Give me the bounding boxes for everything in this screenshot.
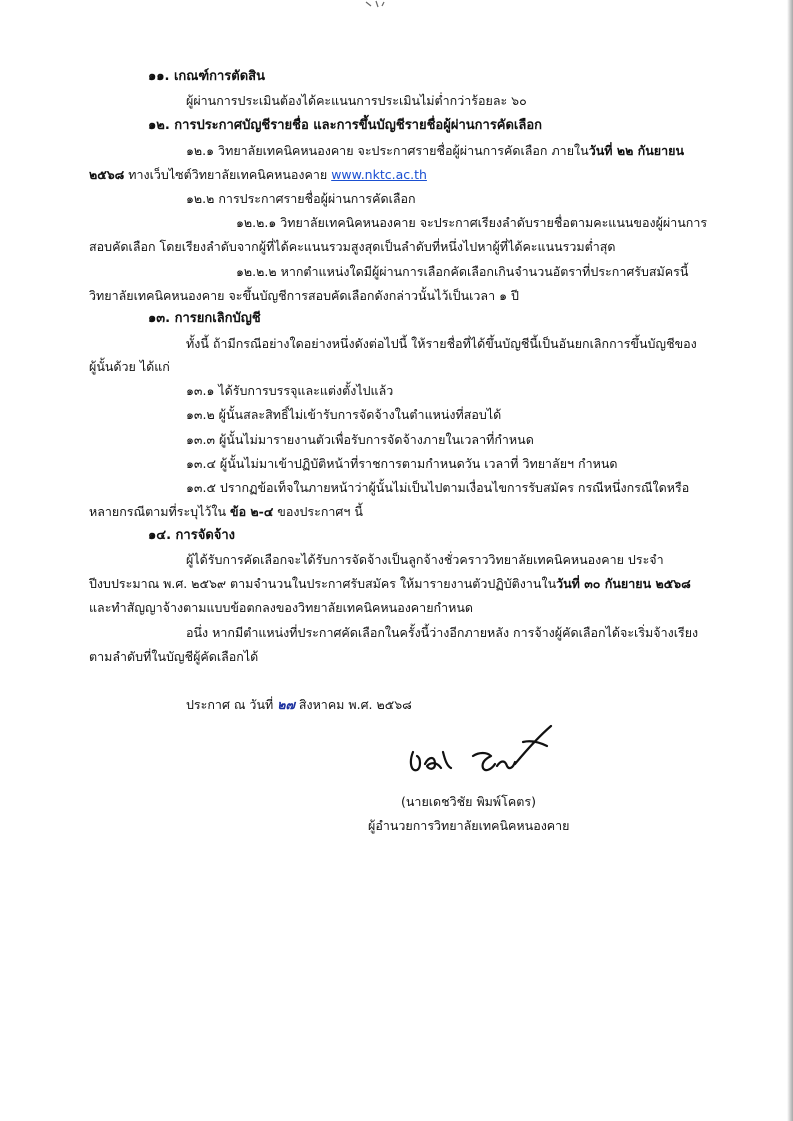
section-13-item-3: ๑๓.๓ ผู้นั้นไม่มารายงานตัวเพื่อรับการจัดจ้างภายในเวลาที่กำหนด: [186, 432, 534, 447]
section-14-p1-line-1: ผู้ได้รับการคัดเลือกจะได้รับการจัดจ้างเป็นลูกจ้างชั่วคราววิทยาลัยเทคนิคหนองคาย ประจำ: [186, 552, 664, 567]
section-12-2: ๑๒.๒ การประกาศรายชื่อผู้ผ่านการคัดเลือก: [186, 191, 416, 206]
scan-edge-shadow: [787, 0, 793, 1121]
signer-name: (นายเดชวิชัย พิมพ์โคตร): [401, 794, 536, 809]
section-12-2-1-line-2: สอบคัดเลือก โดยเรียงลำดับจากผู้ที่ได้คะแนนรวมสูงสุดเป็นลำดับที่หนึ่งไปหาผู้ที่ได้คะแนนรวมต่ำสุด: [89, 239, 616, 254]
section-13-item-2: ๑๓.๒ ผู้นั้นสละสิทธิ์ไม่เข้ารับการจัดจ้างในตำแหน่งที่สอบได้: [186, 407, 502, 422]
section-12-2-1-line-1: ๑๒.๒.๑ วิทยาลัยเทคนิคหนองคาย จะประกาศเรียงลำดับรายชื่อตามคะแนนของผู้ผ่านการ: [236, 215, 708, 230]
section-13-item-5-line-2: [89, 503, 363, 521]
item-5-clause-ref: ข้อ ๒-๔: [230, 504, 274, 519]
section-14-p2-line-1: อนึ่ง หากมีตำแหน่งที่ประกาศคัดเลือกในครั้งนี้ว่างอีกภายหลัง การจ้างผู้คัดเลือกได้จะเริ่มจ้างเรียง: [186, 625, 699, 640]
scan-mark: [362, 0, 390, 10]
report-date: วันที่ ๓๐ กันยายน ๒๕๖๘: [556, 576, 691, 591]
section-11-heading: ๑๑. เกณฑ์การตัดสิน: [148, 69, 265, 84]
section-12-1-text-2: ทางเว็บไซต์วิทยาลัยเทคนิคหนองคาย: [124, 167, 332, 182]
item-5-text-a: หลายกรณีตามที่ระบุไว้ใน: [89, 504, 231, 519]
section-12-2-2-line-1: ๑๒.๒.๒ หากตำแหน่งใดมีผู้ผ่านการเลือกคัดเลือกเกินจำนวนอัตราที่ประกาศรับสมัครนี้: [236, 264, 689, 279]
section-14-p1-line-3: และทำสัญญาจ้างตามแบบข้อตกลงของวิทยาลัยเทคนิคหนองคายกำหนด: [89, 600, 474, 615]
item-5-text-c: ของประกาศฯ นี้: [273, 504, 363, 519]
section-14-p2-line-2: ตามลำดับที่ในบัญชีผู้คัดเลือกได้: [89, 649, 259, 664]
section-11-body: ผู้ผ่านการประเมินต้องได้คะแนนการประเมินไม่ต่ำกว่าร้อยละ ๖๐: [186, 93, 527, 108]
website-link[interactable]: www.nktc.ac.th: [331, 167, 427, 182]
section-13-intro-line-2: ผู้นั้นด้วย ได้แก่: [89, 359, 170, 374]
section-12-heading: ๑๒. การประกาศบัญชีรายชื่อ และการขึ้นบัญชีรายชื่อผู้ผ่านการคัดเลือก: [148, 118, 543, 133]
announcement-date: วันที่ ๒๒ กันยายน: [588, 143, 684, 158]
announced-day: ๒๗: [277, 697, 295, 712]
section-13-item-4: ๑๓.๔ ผู้นั้นไม่มาเข้าปฏิบัติหน้าที่ราชการตามกำหนดวัน เวลาที่ วิทยาลัยฯ กำหนด: [186, 456, 618, 471]
section-14-heading: ๑๔. การจัดจ้าง: [148, 528, 236, 543]
signature-image: [405, 722, 555, 782]
section-14-p1-text: ปีงบประมาณ พ.ศ. ๒๕๖๙ ตามจำนวนในประกาศรับสมัคร ให้มารายงานตัวปฏิบัติงานใน: [89, 576, 557, 591]
signer-title: ผู้อำนวยการวิทยาลัยเทคนิคหนองคาย: [368, 818, 570, 833]
section-14-p1-line-2: [89, 575, 691, 593]
section-12-1-text: ๑๒.๑ วิทยาลัยเทคนิคหนองคาย จะประกาศรายชื่อผู้ผ่านการคัดเลือก ภายใน: [186, 143, 589, 158]
section-13-item-1: ๑๓.๑ ได้รับการบรรจุและแต่งตั้งไปแล้ว: [186, 383, 394, 398]
section-12-1-line-2: [89, 166, 427, 184]
section-12-1-line-1: [186, 142, 684, 160]
announcement-date-line: [186, 696, 412, 714]
announced-label: ประกาศ ณ วันที่: [186, 697, 278, 712]
announced-month-year: สิงหาคม พ.ศ. ๒๕๖๘: [294, 697, 412, 712]
section-12-2-2-line-2: วิทยาลัยเทคนิคหนองคาย จะขึ้นบัญชีการสอบคัดเลือกดังกล่าวนั้นไว้เป็นเวลา ๑ ปี: [89, 288, 519, 303]
announcement-year: ๒๕๖๘: [89, 167, 125, 182]
section-13-item-5-line-1: ๑๓.๕ ปรากฏข้อเท็จในภายหน้าว่าผู้นั้นไม่เป็นไปตามเงื่อนไขการรับสมัคร กรณีหนึ่งกรณีใดหรือ: [186, 480, 690, 495]
section-13-heading: ๑๓. การยกเลิกบัญชี: [148, 311, 261, 326]
section-13-intro-line-1: ทั้งนี้ ถ้ามีกรณีอย่างใดอย่างหนึ่งดังต่อไปนี้ ให้รายชื่อที่ได้ขึ้นบัญชีนี้เป็นอันยกเลิกการขึ้นบัญชีของ: [186, 336, 697, 351]
